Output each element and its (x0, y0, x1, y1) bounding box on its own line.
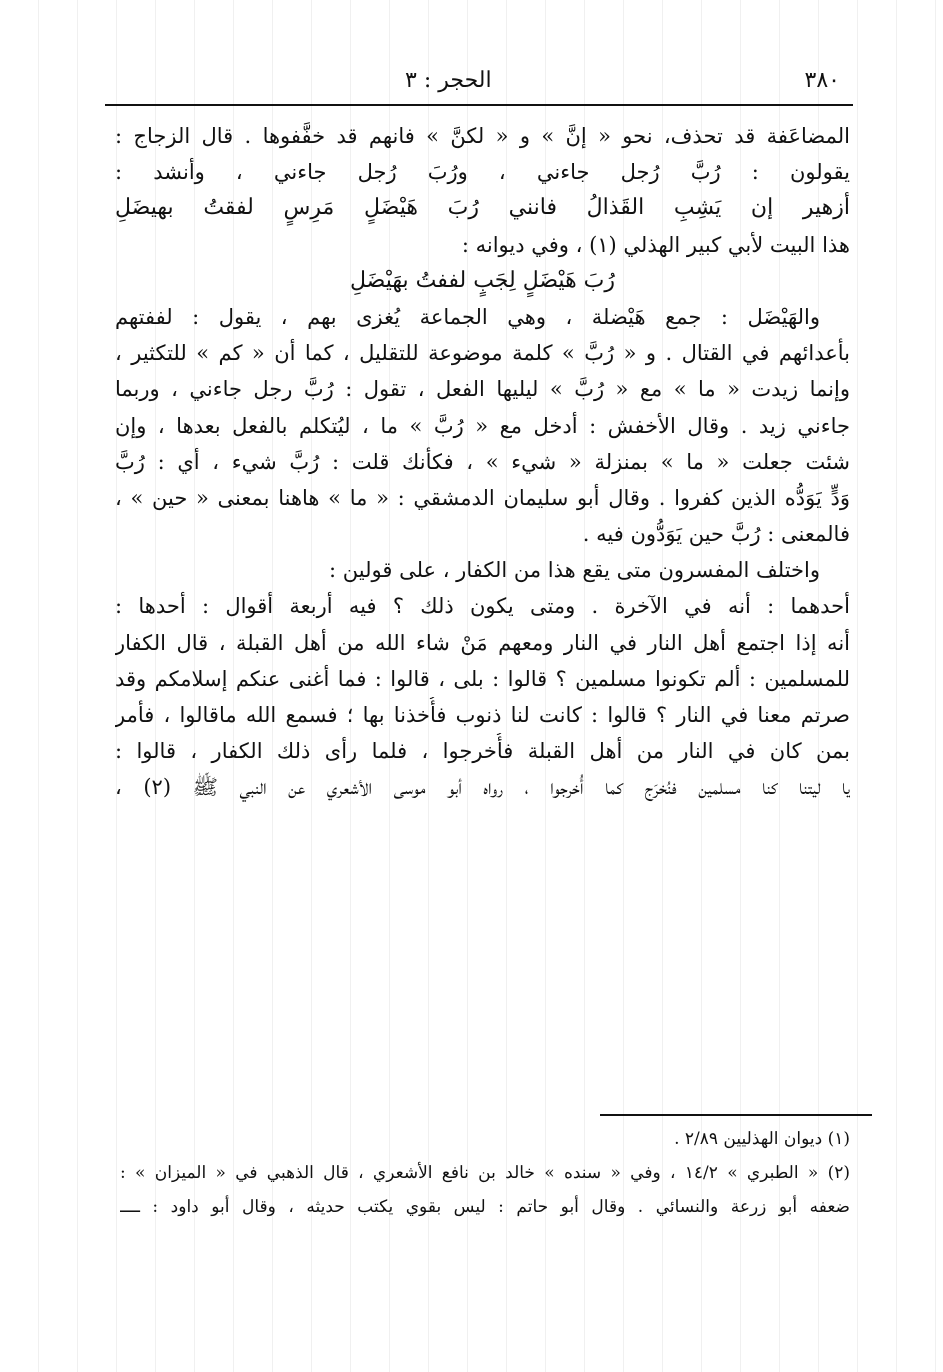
text-line: أنه إذا اجتمع أهل النار في النار ومعهم مَنْ شاء الله من أهل القبلة ، قال الكفار (115, 630, 850, 655)
verse-line: رُبَ هَيْضَلٍ لِجَبٍ لففتُ بهَيْضَلِ (350, 267, 615, 293)
page-number: ٣٨٠ (804, 68, 840, 93)
footnote-rule (600, 1114, 872, 1116)
running-title: الحجر : ٣ (405, 68, 492, 93)
verse-line: أزهير إن يَشِبِ القَذالُ فانني رُبَ هَيْضَلٍ مَرِسٍ لفقتُ بهيضَلِ (115, 195, 850, 221)
page-header (105, 62, 850, 102)
text-line: جاءني زيد . وقال الأخفش : أدخل مع « رُبَّ » ما ، ليُتكلم بالفعل بعدها ، وإن (115, 413, 850, 438)
text-line: بمن كان في النار من أهل القبلة فأُخرجوا ، فلما رأى ذلك الكفار ، قالوا : (115, 739, 850, 764)
main-text (115, 118, 850, 806)
text-line: فالمعنى : رُبَّ حين يَوَدُّون فيه . (582, 522, 850, 547)
text-line: للمسلمين : ألم تكونوا مسلمين ؟ قالوا : بلى ، قالوا : فما أغنى عنكم إسلامكم وقد (115, 666, 850, 691)
text-line: بأعدائهم في القتال . و « رُبَّ » كلمة موضوعة للتقليل ، كما أن « كم » للتكثير ، (115, 341, 850, 366)
text-line: يقولون : رُبَّ رُجل جاءني ، ورُبَ رُجل جاءني ، وأنشد : (115, 160, 850, 185)
text-line: والهَيْضَل : جمع هَيْضلة ، وهي الجماعة يُغزى بهم ، يقول : لففتهم (115, 304, 820, 329)
text-line: أحدهما : أنه في الآخرة . ومتى يكون ذلك ؟ فيه أربعة أقوال : أحدها : (115, 594, 850, 619)
footnote-1: (١) ديوان الهذليين ٢/٨٩ . (674, 1129, 850, 1149)
text-line: هذا البيت لأبي كبير الهذلي (١) ، وفي ديوانه : (461, 232, 850, 257)
header-rule (105, 104, 853, 106)
text-line: وَدٍّ يَوَدُّه الذين كفروا . وقال أبو سليمان الدمشقي : « ما » هاهنا بمعنى « حين » ، (115, 485, 850, 510)
footnotes (120, 1122, 850, 1224)
text-line: وإنما زيدت « ما » مع « رُبَّ » ليليها الفعل ، تقول : رُبَّ رجل جاءني ، وربما (115, 377, 850, 402)
text-line: صرتم معنا في النار ؟ قالوا : كانت لنا ذنوب فأُخذنا بها ؛ فسمع الله ماقالوا ، فأمر (115, 703, 850, 727)
footnote-2-continued: ضعفه أبو زرعة والنسائي . وقال أبو حاتم : ليس بقوي يكتب حديثه ، وقال أبو داود : ــــ (120, 1197, 850, 1217)
text-line: يا ليتنا كنا مسلمين فنُخرَج كما أُخرجوا ، رواه أبو موسى الأشعري عن النبي ﷺ (٢) ، (115, 775, 850, 800)
text-line: واختلف المفسرون متى يقع هذا من الكفار ، على قولين : (329, 558, 820, 583)
footnote-2: (٢) « الطبري » ١٤/٢ ، وفي « سنده » خالد بن نافع الأشعري ، قال الذهبي في « الميزان » : (120, 1163, 850, 1183)
text-line: شئت جعلت « ما » بمنزلة « شيء » ، فكأنك قلت : رُبَّ شيء ، أي : رُبَّ (115, 449, 850, 474)
text-line: المضاعَفة قد تحذف، نحو « إنَّ » و « لكنَّ » فانهم قد خفَّفوها . قال الزجاج : (115, 124, 850, 148)
